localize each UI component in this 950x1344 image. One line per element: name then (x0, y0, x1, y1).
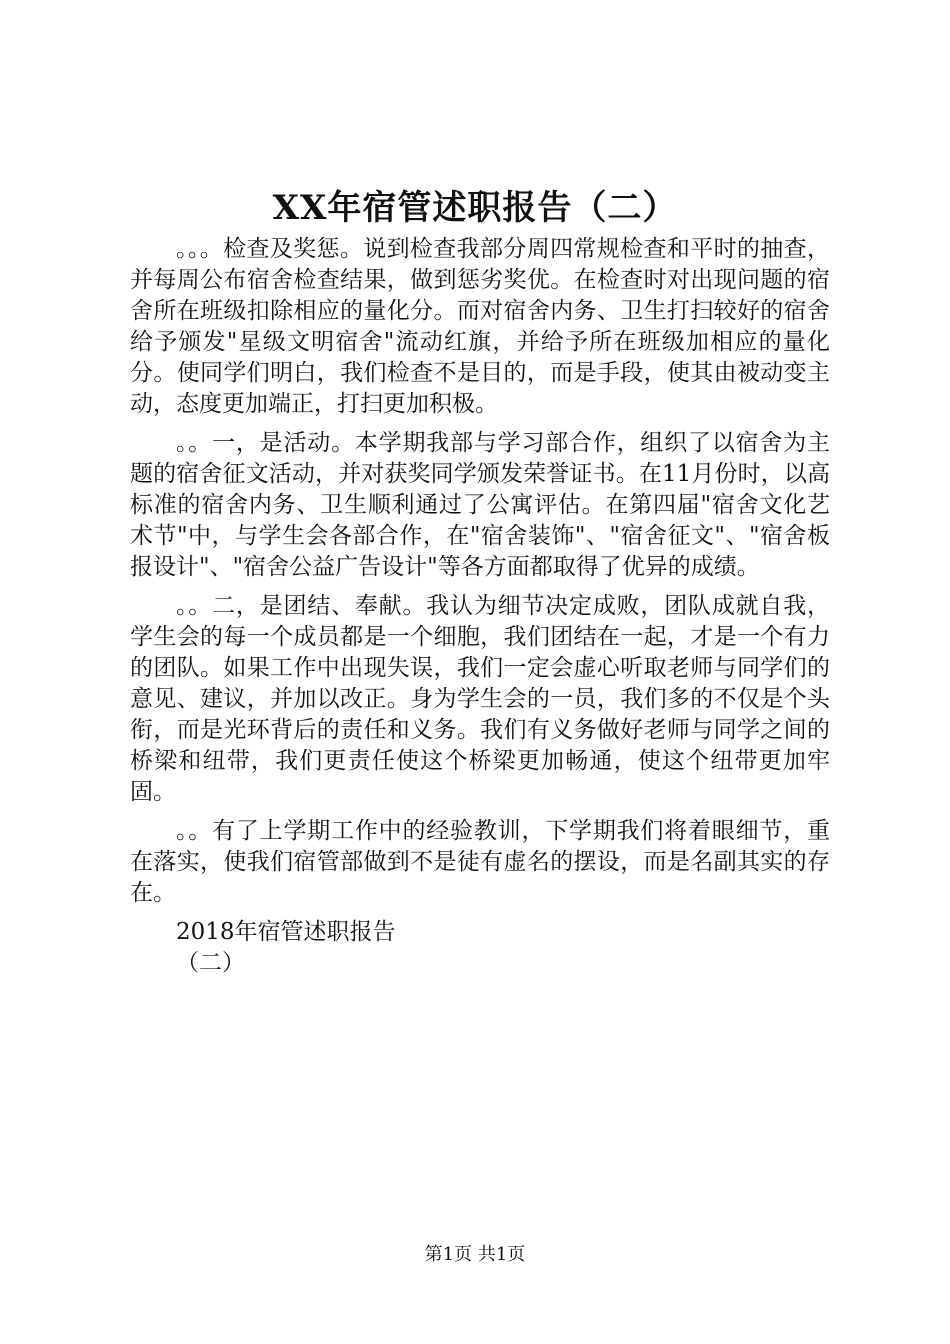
document-title: XX年宿管述职报告（二） (272, 188, 678, 228)
paragraph-activities: 。。一，是活动。本学期我部与学习部合作，组织了以宿舍为主题的宿舍征文活动，并对获奖同学颁发荣誉证书。在11月份时，以高标准的宿舍内务、卫生顺利通过了公寓评估。在第四届"宿舍文化艺术节"中，与学生会各部合作，在"宿舍装饰"、"宿舍征文"、"宿舍板报设计"、"宿舍公益广告设计"等各方面都取得了优异的成绩。 (130, 430, 830, 580)
page-number-footer: 第1页 共1页 (424, 1244, 526, 1265)
trailer-line-1: 2018年宿管述职报告 (176, 919, 396, 945)
document-body (130, 234, 830, 979)
trailer-line-2: （二） (176, 950, 245, 976)
paragraph-unity: 。。二，是团结、奉献。我认为细节决定成败，团队成就自我，学生会的每一个成员都是一个细胞，我们团结在一起，才是一个有力的团队。如果工作中出现失误，我们一定会虚心听取老师与同学们的意见、建议，并加以改正。身为学生会的一员，我们多的不仅是个头衔，而是光环背后的责任和义务。我们有义务做好老师与同学之间的桥梁和纽带，我们更责任使这个桥梁更加畅通，使这个纽带更加牢固。 (130, 593, 830, 805)
paragraph-outlook: 。。有了上学期工作中的经验教训，下学期我们将着眼细节，重在落实，使我们宿管部做到不是徒有虚名的摆设，而是名副其实的存在。 (130, 818, 830, 906)
paragraph-inspection: 。。。检查及奖惩。说到检查我部分周四常规检查和平时的抽查，并每周公布宿舍检查结果，做到惩劣奖优。在检查时对出现问题的宿舍所在班级扣除相应的量化分。而对宿舍内务、卫生打扫较好的宿舍给予颁发"星级文明宿舍"流动红旗，并给予所在班级加相应的量化分。使同学们明白，我们检查不是目的，而是手段，使其由被动变主动，态度更加端正，打扫更加积极。 (130, 236, 830, 417)
